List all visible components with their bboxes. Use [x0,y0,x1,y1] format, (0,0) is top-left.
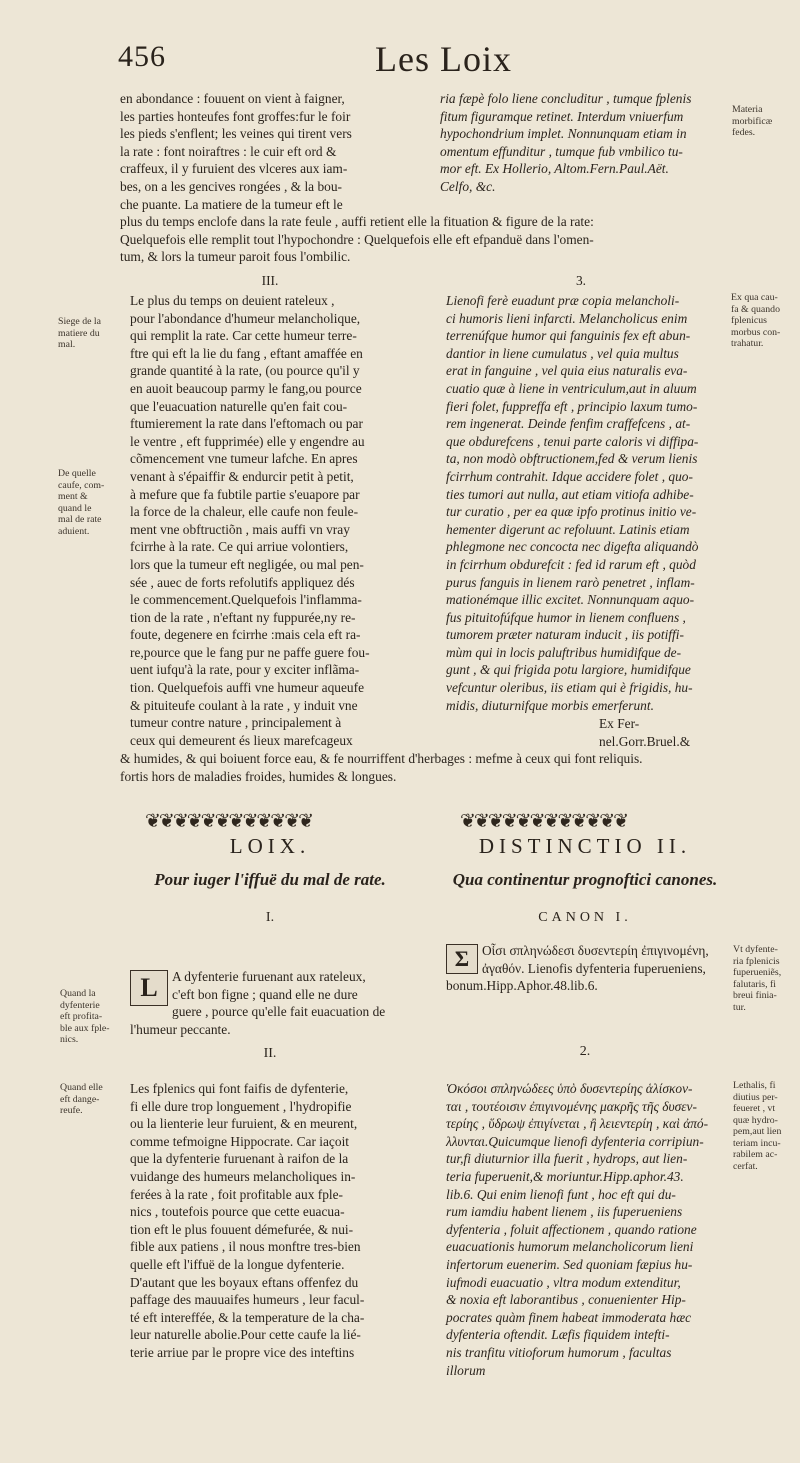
section3-full-width-text: & humides, & qui boiuent force eau, & fe nourriffent d'herbages : mefme à ceux qui font fortis hors de maladies froides, humides & longues. [120,751,596,784]
canon-heading: CANON I. [538,910,632,925]
margin-note-vt-dysenteria: Vt dyfente- ria fplenicis fuperueniẽs, falutaris, fi breui finia- tur. [733,944,782,1013]
section3-right-column [446,292,724,714]
running-title: Les Loix [375,39,512,79]
canon-1-text: Οἷσι σπληνώδεσι δυσεντερίη ἐπιγινομένη, ἀγαθόν. Lienofis dyfenteria fuperueniens, bonum.Hipp.Aphor.48.lib.6. [446,943,709,994]
margin-note-lethalis: Lethalis, fi diutius per- feueret , vt quæ hydro- pem,aut lien teriam incu- rabilem ac- cerfat. [733,1080,782,1172]
page-number: 456 [118,40,166,73]
ornament-band-right: ❦❦❦❦❦❦❦❦❦❦❦❦ [460,811,628,832]
margin-note-siege: Siege de la matiere du mal. [58,316,101,350]
margin-note-dysenterie-profitable: Quand la dyfenterie eft profita- ble aux fple- nics. [60,988,110,1045]
law-number-1: I. [265,910,275,925]
loix-subheading: Pour iuger l'iffuë du mal de rate. [154,870,386,889]
distinctio-heading: DISTINCTIO II. [478,834,692,858]
section3-left-column: Le plus du temps on deuient rateleux , pour l'abondance d'humeur melancholique, qui remplit la rate. Car cette humeur terre- ftre qui eft la lie du fang , eftant amaffée en grande quantité à la rate, (ou pource qu'il y en auoit beaucoup parmy le fang,ou pource que l'euacuation naturelle qu'en fait cou- ftumierement la rate dans l'eftomach ou par le ventre , eft fupprimée) elle y engendre au cõmencement vne tumeur lafche. En apres venant à s'épaiffir & endurcir petit à petit, à mefure que fa fubtile partie s'euapore par la force de la chaleur, elle caufe non feule- ment vne obftructiõn , mais auffi vn vray fcirrhe à la rate. Ce qui arriue volontiers, lors que la tumeur eft negligée, ou mal pen- sée , auec de forts refolutifs appliquez dés le commencement.Quelquefois l'inflamma- tion de la rate , n'eftant ny fuppurée,ny re- foute, degenere en fcirrhe :mais cela eft ra- re,pource que le fang pur ne paffe guere fou- uent iufqu'à la rate, pour y exciter inflãma- tion. Quelquefois auffi vne humeur aqueufe & pituiteufe coulant à la rate , y induit vne tumeur contre nature , principalement à ceux qui demeurent és lieux marefcageux [130,293,370,748]
top-full-width-text: plus du temps enclofe dans la rate feule , auffi retient elle la fituation & figure de la rate: Quelquefois elle remplit tout l'hypochondre : Quelquefois elle eft efpanduë dans l'omen- tum, & lors la tumeur paroit fous l'ombilic. [120,214,594,265]
canon-1-paragraph [446,942,728,995]
top-right-column: ria fæpè folo liene concluditur , tumque fplenis fitum figuramque retinet. Interdum vniuerfum hypochondrium implet. Nonnunquam etiam in omentum effunditur , tumque fub vmbilico tu- mor eft. Ex Hollerio, Altom.Fern.Paul.Aët. Celfo, &c. [440,91,692,194]
margin-note-materia: Materia morbificæ fedes. [732,104,773,138]
section-num-left: III. [261,273,279,288]
drop-cap-L: L [130,970,168,1006]
margin-note-cause: De quelle caufe, com- ment & quand le mal de rate aduient. [58,468,105,537]
margin-note-ex-qua-causa: Ex qua cau- fa & quando fplenicus morbus con- trahatur. [731,292,781,349]
section3-right-citation: Ex Fer- nel.Gorr.Bruel.& reliquis. [599,716,691,767]
distinctio-subheading: Qua continentur prognoftici canones. [452,870,718,889]
drop-cap-sigma: Σ [446,944,478,974]
section3-right-latin: Lienofi ferè euadunt præ copia melancholi- ci humoris lieni infarcti. Melancholicus enim terrenúfque humor qui fanguinis fex eft abun- dantior in liene cumulatus , vel quia multus erat in fanguine , vel quia eius naturalis eva- cuatio quæ à liene in ventriculum,aut in aluum fieri folet, fuppreffa eft , principio laxum tumo- rem ingenerat. Deinde fenfim craffefcens , at- que obdurefcens , tenui parte caloris vi diffipa- ta, non modò obftructionem,fed & verum lienis fcirrhum contrahit. Idque accidere folet , quo- ties tumori aut nulla, aut etiam vitiofa adhibe- tur curatio , per ea quæ ipfo protinus initio ve- hementer digerunt ac refoluunt. Latinis etiam phlegmone nec concocta nec digefta aliquandò in fcirrhum obdurefcit : fed id rarum eft , quòd purus fanguis in lienem rarò penetret , inflam- mationémque illic excitet. Nonnunquam aquo- fus pituitofúfque humor in lienem confluens , tumorem præter naturam inducit , iis potiffi- mùm qui in locis paluftribus humidifque de- gunt , & qui frigida potu largiore, humidifque vefcuntur oleribus, iis etiam qui è frigidis, hu- midis, diuturnifque morbis emerferunt. [446,293,699,713]
law-1-paragraph [130,968,420,1038]
loix-heading: LOIX. [229,834,311,858]
ornament-band-left: ❦❦❦❦❦❦❦❦❦❦❦❦ [145,811,313,832]
law-1-text: A dyfenterie furuenant aux rateleux, c'eft bon figne ; quand elle ne dure guere , pource qu'elle fait euacuation de l'humeur peccante. [130,969,386,1037]
law-2-text: Les fplenics qui font faifis de dyfenterie, fi elle dure trop longuement , l'hydropifie ou la lienterie leur furuient, & en meurent, comme tefmoigne Hippocrate. Car iaçoit que la dyfenterie furuenant à raifon de la vuidange des humeurs melancholiques in- ferées à la rate , foit profitable aux fple- nics , toutefois pource que cette euacua- tion eft le plus fouuent démefurée, & nui- fible aux patiens , il nous monftre tres-bien quelle eft l'iffuë de la longue dyfenterie. D'autant que les boyaux eftans offenfez du paffage des mauuaifes humeurs , leur facul- té eft intereffée, & la temperature de la cha- leur naturelle abolie.Pour cette caufe la lié- terie arriue par le propre vice des inteftins [130,1081,365,1360]
canon-2-text: Ὁκόσοι σπληνώδεες ὑπὸ δυσεντερίης ἁλίσκον- ται , τουτέοισιν ἐπιγινομένης μακρῆς τῆς δυσεν- τερίης , ὕδρωψ ἐπιγίνεται , ἢ λειεντερίη , καὶ ἀπό- λλυνται.Quicumque lienofi dyfenteria corripiun- tur,fi diuturnior illa fuerit , hydrops, aut lien- teria fuperuenit,& moriuntur.Hipp.aphor.43. lib.6. Qui enim lienofi funt , hoc eft qui du- rum iamdiu habent lienem , iis fuperueniens dyfenteria , foluit affectionem , quando ratione euacuationis humorum melancholicorum lieni infertorum eueneriт. Sed quoniam fæpius hu- iufmodi euacuatio , vltra modum extenditur, & noxia eft laborantibus , conuenienter Hip- pocrates quàm finem habeat immoderata hæc dyfenteria oftendit. Læfis fiquidem intefti- nis tranfitu vitioforum humorum , facultas illorum [446,1081,709,1378]
canon-number-2: 2. [579,1044,591,1059]
law-number-2: II. [263,1046,277,1061]
section-num-right: 3. [575,273,587,288]
top-left-column: en abondance : fouuent on vient à faigner, les parties honteufes font groffes:fur le foir les pieds s'enflent; les veines qui tirent vers la rate : font noiraftres : le cuir eft ord & craffeux, il y furuient des vlceres aux iam- bes, on a les gencives rongées , & la bou- che puante. La matiere de la tumeur eft le [120,91,352,212]
margin-note-dangereuse: Quand elle eft dange- reufe. [60,1082,103,1116]
